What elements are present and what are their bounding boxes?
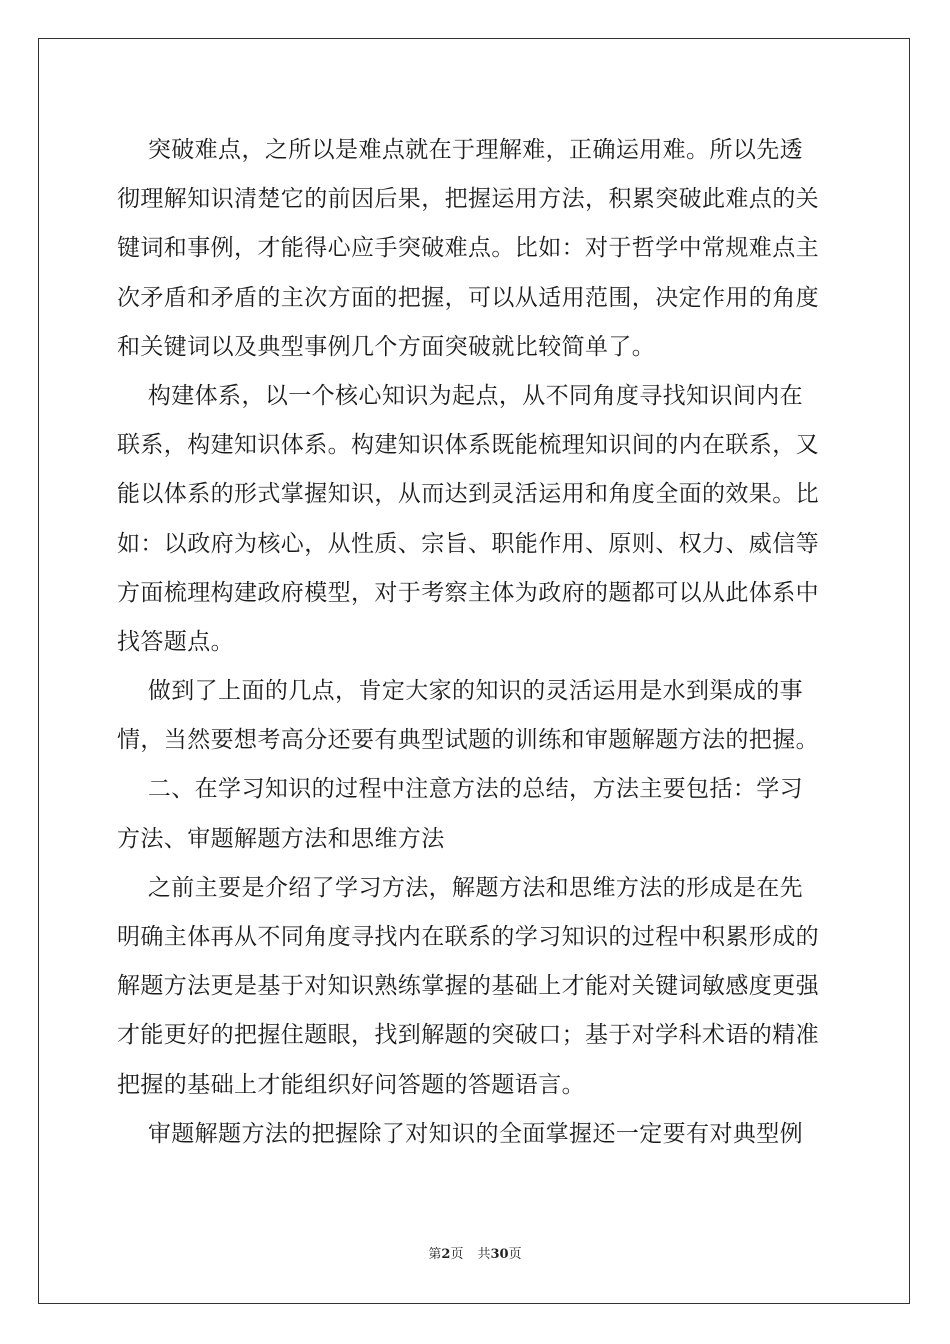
text-line: 审题解题方法的把握除了对知识的全面掌握还一定要有对典型例 — [117, 1120, 804, 1147]
text-line: 才能更好的把握住题眼，找到解题的突破口；基于对学科术语的精准 — [117, 1022, 819, 1049]
text-line: 彻理解知识清楚它的前因后果，把握运用方法，积累突破此难点的关 — [117, 186, 819, 213]
text-line: 键词和事例，才能得心应手突破难点。比如：对于哲学中常规难点主 — [117, 235, 819, 262]
text-line: 联系，构建知识体系。构建知识体系既能梳理知识间的内在联系，又 — [117, 432, 819, 459]
text-line: 明确主体再从不同角度寻找内在联系的学习知识的过程中积累形成的 — [117, 924, 819, 950]
text-line: 和关键词以及典型事例几个方面突破就比较简单了。 — [117, 333, 656, 360]
total-prefix: 共 — [477, 1247, 491, 1262]
text-line: 方面梳理构建政府模型，对于考察主体为政府的题都可以从此体系中 — [117, 579, 819, 606]
text-line: 能以体系的形式掌握知识，从而达到灵活运用和角度全面的效果。比 — [117, 481, 819, 508]
text-line: 找答题点。 — [117, 628, 234, 655]
total-suffix: 页 — [508, 1247, 522, 1262]
text-line: 情，当然要想考高分还要有典型试题的训练和审题解题方法的把握。 — [117, 727, 819, 754]
text-line: 之前主要是介绍了学习方法，解题方法和思维方法的形成是在先 — [117, 874, 804, 901]
page-footer — [0, 1243, 950, 1262]
text-line: 把握的基础上才能组织好问答题的答题语言。 — [117, 1071, 585, 1098]
page-number: 2 — [441, 1247, 451, 1262]
text-line: 解题方法更是基于对知识熟练掌握的基础上才能对关键词敏感度更强 — [117, 973, 819, 1000]
total-pages: 30 — [490, 1247, 509, 1262]
text-line: 方法、审题解题方法和思维方法 — [117, 825, 445, 852]
text-line: 次矛盾和矛盾的主次方面的把握，可以从适用范围，决定作用的角度 — [117, 284, 819, 311]
text-line: 如：以政府为核心，从性质、宗旨、职能作用、原则、权力、威信等 — [117, 530, 819, 557]
text-line: 构建体系，以一个核心知识为起点，从不同角度寻找知识间内在 — [117, 382, 804, 409]
text-line: 突破难点，之所以是难点就在于理解难，正确运用难。所以先透 — [117, 137, 804, 163]
text-line: 二、在学习知识的过程中注意方法的总结，方法主要包括：学习 — [117, 776, 804, 803]
page-suffix: 页 — [450, 1247, 464, 1262]
document-body — [117, 126, 835, 1159]
text-line: 做到了上面的几点，肯定大家的知识的灵活运用是水到渠成的事 — [117, 678, 804, 705]
page-prefix: 第 — [428, 1247, 442, 1262]
